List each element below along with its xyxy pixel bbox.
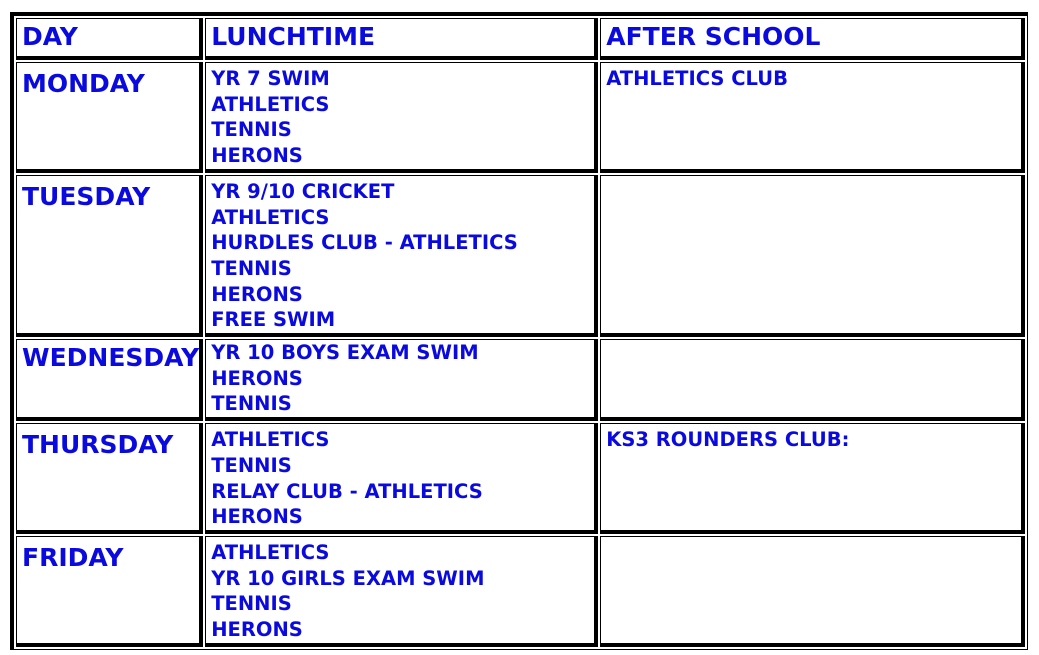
day-cell: [16, 423, 203, 534]
after-school-cell: [600, 536, 1025, 647]
header-after-school-cell: [600, 18, 1025, 60]
activity-item: TENNIS: [211, 592, 292, 616]
activity-item: RELAY CLUB - ATHLETICS: [211, 479, 483, 503]
activity-item: HERONS: [211, 282, 303, 306]
day-cell: [16, 339, 203, 421]
day-cell: [16, 536, 203, 647]
after-school-cell: [600, 62, 1025, 173]
header-after-school: AFTER SCHOOL: [606, 22, 821, 51]
activity-item: KS3 ROUNDERS CLUB:: [606, 428, 850, 452]
day-label: TUESDAY: [22, 181, 151, 211]
lunchtime-cell: [205, 423, 598, 534]
activity-item: YR 10 BOYS EXAM SWIM: [211, 341, 479, 365]
activity-item: TENNIS: [211, 118, 292, 142]
activity-item: FREE SWIM: [211, 308, 336, 332]
table-row-tuesday: [16, 175, 1025, 337]
activity-item: ATHLETICS: [211, 540, 330, 564]
day-label: FRIDAY: [22, 542, 124, 572]
header-lunchtime: LUNCHTIME: [211, 22, 376, 51]
activity-item: HERONS: [211, 144, 303, 168]
activity-item: YR 9/10 CRICKET: [211, 179, 395, 203]
activity-item: ATHLETICS: [211, 428, 330, 452]
header-lunchtime-cell: [205, 18, 598, 60]
header-day-cell: [16, 18, 203, 60]
activity-item: ATHLETICS: [211, 205, 330, 229]
activity-item: ATHLETICS: [211, 92, 330, 116]
day-label: WEDNESDAY: [22, 343, 200, 373]
after-school-cell: [600, 175, 1025, 337]
header-day: DAY: [22, 22, 78, 51]
activities-schedule-table: [10, 12, 1028, 650]
lunchtime-cell: [205, 62, 598, 173]
activity-item: HURDLES CLUB - ATHLETICS: [211, 231, 518, 255]
activity-item: TENNIS: [211, 256, 292, 280]
activity-item: YR 7 SWIM: [211, 67, 330, 90]
activity-item: ATHLETICS CLUB: [606, 67, 788, 90]
activity-item: TENNIS: [211, 453, 292, 477]
table-row-thursday: [16, 423, 1025, 534]
lunchtime-cell: [205, 175, 598, 337]
day-label: MONDAY: [22, 69, 145, 98]
after-school-cell: [600, 423, 1025, 534]
activity-item: HERONS: [211, 618, 303, 642]
activity-item: HERONS: [211, 366, 303, 390]
lunchtime-cell: [205, 536, 598, 647]
day-label: THURSDAY: [22, 430, 174, 460]
table-row-wednesday: [16, 339, 1025, 421]
activity-item: TENNIS: [211, 392, 292, 416]
day-cell: [16, 175, 203, 337]
after-school-cell: [600, 339, 1025, 421]
header-row: [16, 18, 1025, 60]
lunchtime-cell: [205, 339, 598, 421]
day-cell: [16, 62, 203, 173]
table-row-monday: [16, 62, 1025, 173]
table-row-friday: [16, 536, 1025, 647]
activity-item: HERONS: [211, 505, 303, 529]
activity-item: YR 10 GIRLS EXAM SWIM: [211, 566, 485, 590]
